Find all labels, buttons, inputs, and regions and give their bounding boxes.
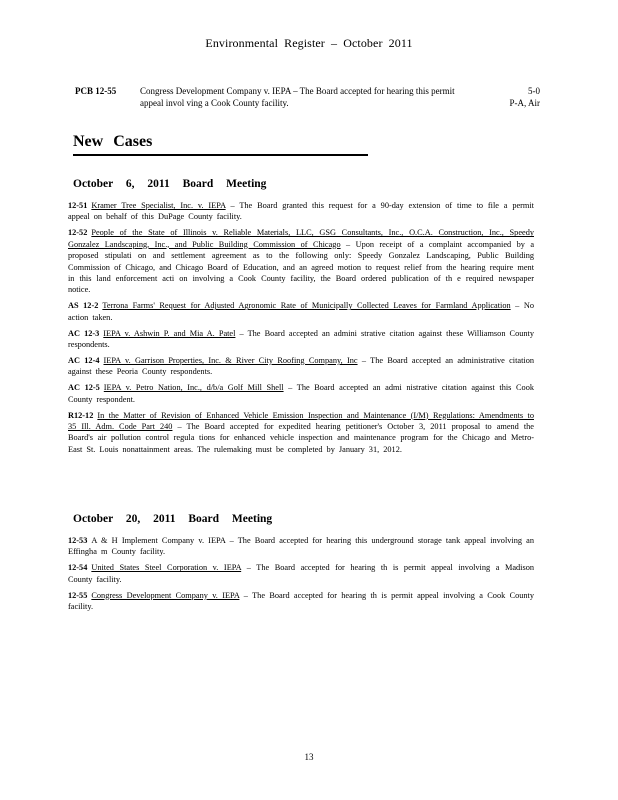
vote-count: 5-0 bbox=[528, 86, 540, 96]
case-entry bbox=[68, 200, 534, 223]
docket-number: R12-12 bbox=[68, 410, 94, 420]
case-description: – Upon receipt of a complaint accompanied by a proposed stipulati on and settlement agreement as to the following only: Speedy Gonzalez Landscaping, Public Building Commission of Chicago, and Chicago Board of Education, and an agreed motion to request relief from the hearing require ment in this land enforcement acti on involving a Cook County facility, the Board ordered publication of th e required newspaper notice. bbox=[68, 239, 534, 295]
case-description: – The Board granted this request for a 90-day extension of time to file a permit appeal on behalf of this DuPage County facility. bbox=[68, 201, 534, 222]
case-caption: Kramer Tree Specialist, Inc. v. IEPA bbox=[91, 201, 226, 210]
docket-number: 12-55 bbox=[68, 590, 88, 600]
case-description: – No action taken. bbox=[68, 301, 535, 322]
case-caption: Congress Development Company v. IEPA bbox=[91, 590, 240, 600]
case-description: – The Board accepted for hearing th is permit appeal involving a Madison County facility. bbox=[68, 563, 535, 584]
case-caption: IEPA v. Petro Nation, Inc., d/b/a Golf Mill Shell bbox=[103, 383, 284, 393]
case-description: – The Board accepted an administrative citation against these Peoria County respondents. bbox=[68, 355, 535, 377]
case-description: – The Board accepted an admini strative citation against these Williamson County respondents. bbox=[68, 328, 534, 349]
docket-number: 12-51 bbox=[68, 201, 88, 210]
case-entry bbox=[68, 382, 534, 405]
docket-number: 12-52 bbox=[68, 228, 88, 238]
case-entry bbox=[68, 355, 534, 378]
case-caption: People of the State of Illinois v. Reliable Materials, LLC, GSG Consultants, Inc., O.C.A. Construction, Inc., Speedy Gonzalez Landscaping, Inc., and Public Building Commission of Chicago bbox=[68, 228, 534, 249]
case-entry bbox=[68, 300, 534, 323]
page-header: Environmental Register – October 2011 bbox=[205, 36, 413, 50]
meeting-heading-oct-20: October 20, 2011 Board Meeting bbox=[73, 513, 273, 525]
case-caption: Terrona Farms' Request for Adjusted Agronomic Rate of Municipally Collected Leaves for Farmland Application bbox=[102, 301, 511, 311]
section-title-new-cases: New Cases bbox=[73, 133, 153, 150]
docket-number: 12-53 bbox=[68, 536, 88, 545]
meeting-heading-oct-6: October 6, 2011 Board Meeting bbox=[73, 178, 267, 190]
case-entry bbox=[68, 590, 534, 613]
docket-number: AC 12-5 bbox=[68, 383, 100, 393]
case-description: – The Board accepted for expedited hearing petitioner's October 3, 2011 proposal to amend the Board's air pollution control regula tions for enhanced vehicle inspection and maintenance program for the Chicago and Metro-East St. Louis nonattainment areas. The rulemaking must be completed by January 31, 2012. bbox=[68, 421, 534, 454]
section-rule bbox=[73, 154, 368, 156]
case-caption: IEPA v. Garrison Properties, Inc. & River City Roofing Company, Inc bbox=[103, 355, 358, 365]
docket-number: AC 12-3 bbox=[68, 328, 100, 338]
case-entry bbox=[68, 535, 534, 558]
docket-number: PCB 12-55 bbox=[75, 86, 117, 96]
case-caption: IEPA v. Ashwin P. and Mia A. Patel bbox=[103, 328, 236, 338]
case-description: – The Board accepted for hearing th is permit appeal involving a Cook County facility. bbox=[68, 590, 534, 612]
case-entry bbox=[68, 227, 534, 295]
case-caption: United States Steel Corporation v. IEPA bbox=[91, 563, 242, 573]
docket-number: AC 12-4 bbox=[68, 355, 100, 365]
case-description: A & H Implement Company v. IEPA – The Board accepted for hearing this underground storage tank appeal involving an Effingha m County facility. bbox=[68, 536, 534, 557]
case-type: P-A, Air bbox=[509, 98, 540, 108]
case-entry bbox=[68, 328, 534, 351]
case-description: – The Board accepted an admi nistrative citation against this Cook County respondent. bbox=[68, 383, 534, 404]
vote-info bbox=[500, 85, 540, 109]
page-number: 13 bbox=[304, 752, 314, 762]
meeting-entries-oct-6 bbox=[68, 200, 534, 460]
docket-number: 12-54 bbox=[68, 563, 88, 573]
case-entry bbox=[68, 562, 534, 585]
case-caption: In the Matter of Revision of Enhanced Vehicle Emission Inspection and Maintenance (I/M) Regulations: Amendments to 35 Ill. Adm. Code Part 240 bbox=[68, 410, 534, 431]
docket-number: AS 12-2 bbox=[68, 301, 99, 311]
case-description: Congress Development Company v. IEPA – The Board accepted for hearing this permit appeal invol ving a Cook County facility. bbox=[140, 86, 455, 108]
meeting-entries-oct-20 bbox=[68, 535, 534, 617]
case-entry bbox=[68, 410, 534, 456]
